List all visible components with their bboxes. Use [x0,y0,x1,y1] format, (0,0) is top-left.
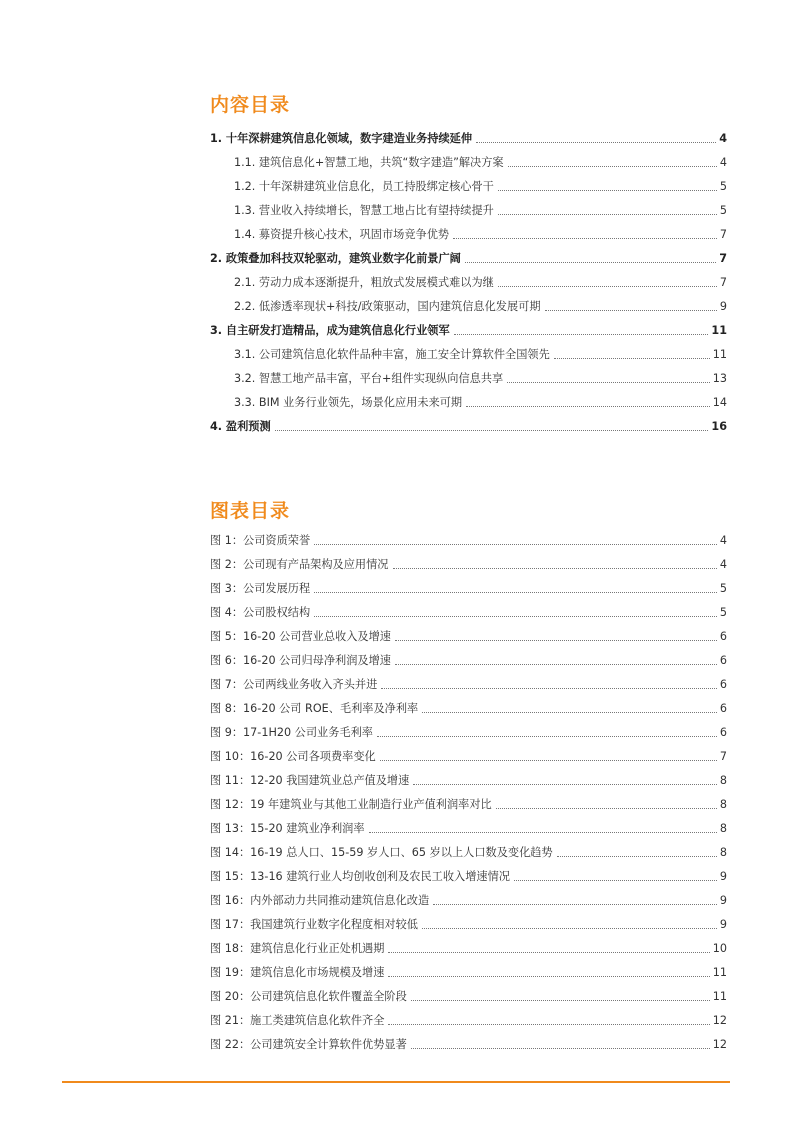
figure-entry[interactable] [210,860,727,884]
figure-entry-page-number: 4 [719,558,727,571]
figure-entry[interactable] [210,596,727,620]
dot-leader [388,952,709,953]
toc-entry-page-number: 13 [712,372,727,385]
toc-entry-page-number: 11 [711,324,727,337]
figure-entry-label: 图 7：公司两线业务收入齐头并进 [210,678,378,691]
toc-entry-page-number: 5 [719,204,727,217]
figures-list [210,524,727,1052]
footer-divider [62,1081,730,1083]
toc-entry[interactable] [210,314,727,338]
figure-entry-label: 图 4：公司股权结构 [210,606,311,619]
figure-entry-page-number: 8 [719,798,727,811]
figure-entry-page-number: 10 [712,942,727,955]
figure-entry[interactable] [210,884,727,908]
toc-entry[interactable] [210,146,727,170]
toc-entry-label: 3.1. 公司建筑信息化软件品种丰富，施工安全计算软件全国领先 [234,348,550,361]
dot-leader [393,568,717,569]
figure-entry[interactable] [210,668,727,692]
figure-entry[interactable] [210,956,727,980]
dot-leader [275,430,709,431]
dot-leader [466,406,710,407]
figure-entry-page-number: 9 [719,894,727,907]
figure-entry[interactable] [210,524,727,548]
toc-entry-label: 2.1. 劳动力成本逐渐提升，粗放式发展模式难以为继 [234,276,494,289]
figures-title: 图表目录 [210,500,291,522]
figure-entry-label: 图 21：施工类建筑信息化软件齐全 [210,1014,385,1027]
toc-entry-page-number: 11 [712,348,727,361]
dot-leader [411,1000,710,1001]
figure-entry[interactable] [210,980,727,1004]
figure-entry-page-number: 11 [712,990,727,1003]
toc-entry-label: 4. 盈利预测 [210,420,271,433]
figure-entry[interactable] [210,812,727,836]
figure-entry-label: 图 11：12-20 我国建筑业总产值及增速 [210,774,410,787]
dot-leader [508,166,717,167]
figure-entry-label: 图 8：16-20 公司 ROE、毛利率及净利率 [210,702,419,715]
dot-leader [388,976,709,977]
figure-entry-page-number: 9 [719,870,727,883]
figure-entry-page-number: 7 [719,750,727,763]
figure-entry-page-number: 6 [719,678,727,691]
dot-leader [498,190,717,191]
toc-entry-label: 1.4. 募资提升核心技术，巩固市场竞争优势 [234,228,450,241]
figure-entry-page-number: 6 [719,630,727,643]
figure-entry-label: 图 13：15-20 建筑业净利润率 [210,822,365,835]
toc-entry[interactable] [210,362,727,386]
toc-entry-page-number: 9 [719,300,727,313]
dot-leader [496,808,717,809]
toc-entry[interactable] [210,338,727,362]
toc-entry[interactable] [210,194,727,218]
toc-entry[interactable] [210,218,727,242]
figure-entry-page-number: 6 [719,726,727,739]
toc-entry-label: 1.3. 营业收入持续增长，智慧工地占比有望持续提升 [234,204,494,217]
toc-entry-label: 1.2. 十年深耕建筑业信息化，员工持股绑定核心骨干 [234,180,494,193]
dot-leader [465,262,716,263]
dot-leader [388,1024,709,1025]
figure-entry-label: 图 15：13-16 建筑行业人均创收创利及农民工收入增速情况 [210,870,510,883]
dot-leader [411,1048,710,1049]
figure-entry[interactable] [210,932,727,956]
figure-entry-page-number: 8 [719,774,727,787]
figure-entry-label: 图 12：19 年建筑业与其他工业制造行业产值利润率对比 [210,798,492,811]
dot-leader [395,640,717,641]
figure-entry-page-number: 4 [719,534,727,547]
figure-entry[interactable] [210,908,727,932]
figure-entry[interactable] [210,764,727,788]
figure-entry-page-number: 6 [719,654,727,667]
figure-entry-label: 图 5：16-20 公司营业总收入及增速 [210,630,391,643]
figure-entry[interactable] [210,716,727,740]
toc-entry[interactable] [210,290,727,314]
toc-entry-page-number: 5 [719,180,727,193]
dot-leader [514,880,717,881]
figure-entry[interactable] [210,836,727,860]
toc-entry-page-number: 4 [719,156,727,169]
figure-entry-label: 图 20：公司建筑信息化软件覆盖全阶段 [210,990,407,1003]
figure-entry[interactable] [210,620,727,644]
dot-leader [433,904,717,905]
figure-entry-label: 图 9：17-1H20 公司业务毛利率 [210,726,373,739]
dot-leader [557,856,717,857]
toc-entry-page-number: 4 [719,132,727,145]
dot-leader [554,358,710,359]
dot-leader [377,736,717,737]
toc-entry-page-number: 16 [711,420,727,433]
figure-entry[interactable] [210,644,727,668]
toc-entry-label: 2. 政策叠加科技双轮驱动，建筑业数字化前景广阔 [210,252,461,265]
toc-entry[interactable] [210,170,727,194]
toc-entry-label: 1.1. 建筑信息化+智慧工地，共筑“数字建造”解决方案 [234,156,504,169]
toc-entry-page-number: 7 [719,252,727,265]
figure-entry-label: 图 19：建筑信息化市场规模及增速 [210,966,385,979]
dot-leader [545,310,717,311]
figure-entry-page-number: 11 [712,966,727,979]
toc-entry[interactable] [210,122,727,146]
dot-leader [454,334,709,335]
toc-entry-page-number: 7 [719,276,727,289]
dot-leader [476,142,716,143]
figure-entry-label: 图 18：建筑信息化行业正处机遇期 [210,942,385,955]
figure-entry-page-number: 8 [719,846,727,859]
figure-entry-page-number: 12 [712,1038,727,1051]
toc-entry-label: 3.2. 智慧工地产品丰富，平台+组件实现纵向信息共享 [234,372,504,385]
dot-leader [314,544,717,545]
figure-entry-label: 图 3：公司发展历程 [210,582,311,595]
toc-entry-label: 3. 自主研发打造精品，成为建筑信息化行业领军 [210,324,450,337]
dot-leader [498,286,717,287]
figure-entry[interactable] [210,788,727,812]
toc-entry[interactable] [210,410,727,434]
figure-entry-label: 图 16：内外部动力共同推动建筑信息化改造 [210,894,430,907]
toc-entry-label: 1. 十年深耕建筑信息化领域，数字建造业务持续延伸 [210,132,473,145]
dot-leader [422,712,717,713]
dot-leader [422,928,717,929]
dot-leader [395,664,717,665]
toc-entry-page-number: 14 [712,396,727,409]
figure-entry[interactable] [210,740,727,764]
figure-entry-page-number: 6 [719,702,727,715]
dot-leader [453,238,717,239]
toc-entry-page-number: 7 [719,228,727,241]
dot-leader [369,832,717,833]
figure-entry-label: 图 14：16-19 总人口、15-59 岁人口、65 岁以上人口数及变化趋势 [210,846,553,859]
dot-leader [314,592,717,593]
figure-entry[interactable] [210,572,727,596]
figure-entry-page-number: 5 [719,582,727,595]
toc-entry-label: 3.3. BIM 业务行业领先，场景化应用未来可期 [234,396,463,409]
toc-entry[interactable] [210,386,727,410]
figure-entry-label: 图 6：16-20 公司归母净利润及增速 [210,654,391,667]
toc-entry[interactable] [210,266,727,290]
figure-entry[interactable] [210,692,727,716]
dot-leader [507,382,710,383]
figure-entry[interactable] [210,1028,727,1052]
dot-leader [413,784,717,785]
toc-title: 内容目录 [210,94,291,116]
figure-entry-label: 图 2：公司现有产品架构及应用情况 [210,558,389,571]
figure-entry-page-number: 9 [719,918,727,931]
figure-entry-page-number: 5 [719,606,727,619]
dot-leader [314,616,717,617]
figure-entry-label: 图 22：公司建筑安全计算软件优势显著 [210,1038,407,1051]
dot-leader [380,760,717,761]
figure-entry-page-number: 12 [712,1014,727,1027]
toc-entry-label: 2.2. 低渗透率现状+科技/政策驱动，国内建筑信息化发展可期 [234,300,541,313]
dot-leader [381,688,717,689]
toc-entry[interactable] [210,242,727,266]
toc-list [210,122,727,434]
figure-entry-page-number: 8 [719,822,727,835]
dot-leader [498,214,717,215]
figure-entry[interactable] [210,1004,727,1028]
figure-entry-label: 图 17：我国建筑行业数字化程度相对较低 [210,918,418,931]
figure-entry-label: 图 1：公司资质荣誉 [210,534,311,547]
figure-entry-label: 图 10：16-20 公司各项费率变化 [210,750,376,763]
figure-entry[interactable] [210,548,727,572]
